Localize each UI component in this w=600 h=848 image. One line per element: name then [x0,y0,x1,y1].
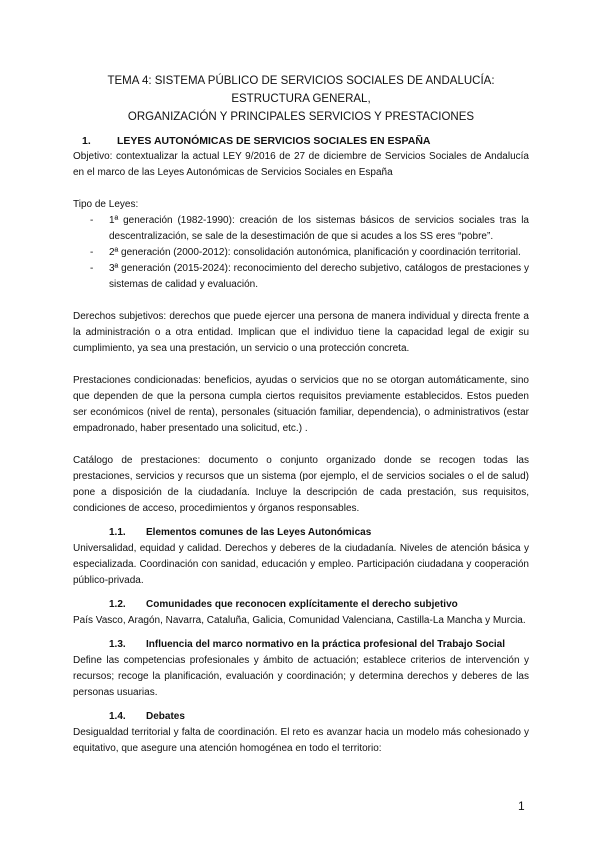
subsection-1-4-body: Desigualdad territorial y falta de coordinación. El reto es avanzar hacia un modelo más cohesionado y equitativo, que asegure una atención homogénea en todo el territorio: [73,727,529,754]
dash-bullet: - [90,263,94,274]
subsection-1-2-heading: 1.2. Comunidades que reconocen explícitamente el derecho subjetivo [109,599,458,610]
section-number: 1. [82,135,91,147]
section-title: LEYES AUTONÓMICAS DE SERVICIOS SOCIALES EN ESPAÑA [117,135,431,147]
subsection-1-3-body: Define las competencias profesionales y ámbito de actuación; establece criterios de intervención y recursos; recoge la planificación, evaluación y coordinación; y determina derechos y deberes de las personas usuarias. [73,655,529,698]
subsection-1-1-body: Universalidad, equidad y calidad. Derechos y deberes de la ciudadanía. Niveles de atención básica y especializada. Coordinación con sanidad, educación y empleo. Participación ciudadana y cooperación público-privada. [73,543,529,586]
title-line-2: ORGANIZACIÓN Y PRINCIPALES SERVICIOS Y PRESTACIONES [127,111,475,123]
subsection-1-4-heading: 1.4. Debates [109,711,185,722]
title-line-1: TEMA 4: SISTEMA PÚBLICO DE SERVICIOS SOCIALES DE ANDALUCÍA: ESTRUCTURA GENERAL, [107,75,495,105]
list-item: - 1ª generación (1982-1990): creación de los sistemas básicos de servicios sociales tras la descentralización, se sale de la desestimación de que si acudes a los SS eres “pobre”. [90,215,529,242]
page-number: 1 [518,799,525,813]
derechos-paragraph: Derechos subjetivos: derechos que puede ejercer una persona de manera individual y directa frente a la administración o a otra entidad. Implican que el individuo tiene la capacidad legal de exigir su cumplimiento, ya sea una prestación, un servicio o una protección concreta. [73,311,529,354]
list-item: - 3ª generación (2015-2024): reconocimiento del derecho subjetivo, catálogos de prestaciones y sistemas de calidad y evaluación. [90,263,529,290]
subsection-1-2-body: País Vasco, Aragón, Navarra, Cataluña, Galicia, Comunidad Valenciana, Castilla-La Mancha y Murcia. [73,615,526,626]
section-1-heading [82,133,529,149]
catalogo-paragraph: Catálogo de prestaciones: documento o conjunto organizado donde se recogen todas las prestaciones, servicios y recursos que un sistema (por ejemplo, el de servicios sociales o el de salud) pone a disposición de la ciudadanía. Incluye la descripción de cada prestación, sus requisitos, condiciones de acceso, procedimientos y órganos responsables. [73,455,529,514]
subsection-1-3-heading: 1.3. Influencia del marco normativo en la práctica profesional del Trabajo Social [109,639,505,650]
objetivo-paragraph: Objetivo: contextualizar la actual LEY 9/2016 de 27 de diciembre de Servicios Sociales de Andalucía en el marco de las Leyes Autonómicas de Servicios Sociales en España [73,151,529,178]
tipo-leyes-list [73,213,529,293]
dash-bullet: - [90,215,94,226]
document-title [73,72,529,126]
document-page [73,72,529,757]
list-item: - 2ª generación (2000-2012): consolidación autonómica, planificación y coordinación territorial. [73,245,529,261]
prestaciones-paragraph: Prestaciones condicionadas: beneficios, ayudas o servicios que no se otorgan automáticamente, sino que dependen de que la persona cumpla ciertos requisitos previamente establecidos. Estos pueden ser económicos (nivel de renta), personales (situación familiar, dependencia), o administrativos (estar empadronado, haber presentado una solicitud, etc.) . [73,375,529,434]
subsection-1-1-heading: 1.1. Elementos comunes de las Leyes Autonómicas [109,527,372,538]
dash-bullet: - [90,247,94,258]
tipo-leyes-label: Tipo de Leyes: [73,199,139,210]
